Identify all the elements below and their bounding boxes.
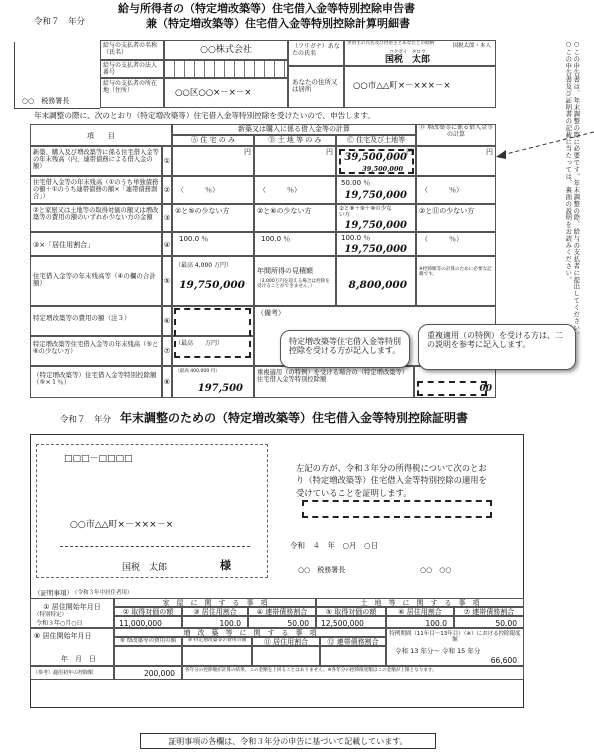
r2-c-field[interactable] [336, 176, 416, 204]
r8-dup-label: 重複適用（の特例）を受ける場合の（特定増改築等）住宅借入金等特別控除額 [254, 366, 414, 398]
payer-name-value: ○○株式会社 [200, 45, 252, 55]
period-text: 令和 13 年分～ 令和 15 年分 [395, 647, 481, 655]
ref-value: 200,000 [143, 669, 175, 678]
r3-b-text: ②と⑥の少ない方 [257, 207, 312, 215]
payer-addr-value: ○○区○○×－×－× [175, 88, 252, 98]
addressee-rule [60, 546, 250, 547]
cert-address: ○○市△△町×－×××－× [70, 520, 174, 530]
r2-d-field[interactable] [416, 176, 496, 204]
r5-total-field[interactable] [172, 256, 254, 306]
movein-head: ① 居住開始年月日 [30, 598, 114, 628]
row6-num: ⑥ [162, 306, 172, 336]
r1-c-sub-value: 39,500,000 [362, 165, 403, 173]
r8-field[interactable] [172, 366, 254, 398]
r2-b-field[interactable] [254, 176, 336, 204]
h-col-3: ④ 連帯債務割合 [248, 607, 316, 616]
intro-text: 年末調整の際に、次のとおり（特定増改築等）住宅借入金等特別控除を受けたいので、申告します。 [34, 111, 375, 120]
side-note-1: ○この申告書及び証明書の記載に当たっては、裏面の説明をお読みください。 [564, 40, 573, 284]
tooltip-tokutei: 特定増改築等住宅借入金等特別控除を受ける方が記入します。 [280, 330, 410, 368]
corner-rule-h [14, 108, 100, 109]
r4-a-pct: 100.0 ％ [179, 235, 209, 243]
payer-corp-label: 給与の支払者の法人番号 [100, 60, 164, 78]
r2-c-value: 19,750,000 [344, 190, 407, 201]
date-placeholder: 年 月 日 [61, 655, 96, 663]
relation-value: 国税太郎・本人 [452, 43, 491, 49]
pct-placeholder: （ ％） [421, 235, 463, 243]
renov-col-1: ⑨ 増改築等の費用の額 [114, 637, 182, 646]
side-note-2: ○この申告書は、年末調整の際に必要です。年末調整の際、給与の支払者に提出してください。 [572, 40, 581, 339]
dup-value: 00 [479, 384, 492, 394]
r8-value: 197,500 [197, 383, 243, 394]
h-val-3: 50.00 [248, 616, 316, 628]
biko-label: （備考） [257, 309, 285, 317]
income-value: 8,800,000 [348, 279, 407, 291]
renov-col-2: ⑩ 特定増改築等の費用の額 [182, 637, 252, 646]
l-val-1: 12,500,000 [316, 616, 386, 628]
house-group-head: 家 屋 に 関 す る 事 項 [114, 598, 316, 607]
tax-office-label: ○○ 税務署長 [22, 97, 70, 105]
r1-c-field[interactable] [336, 146, 416, 176]
pointer-arrow [484, 130, 594, 160]
row2-label: 住宅借入金等の年末残高（①のうち単独債務の額＋①のうち連帯債務の額×「連帯債務割合」） [30, 176, 162, 204]
renov-col-3: ⑪ 居住用割合 [252, 637, 320, 646]
cert-date: 令和 ４ 年 ○月 ○日 [290, 541, 379, 550]
r1-a-field[interactable] [172, 146, 254, 176]
row8-label: （特定増改築等）住宅借入金等特別控除額（⑤×１％） [30, 366, 162, 398]
statement-highlight [302, 500, 492, 518]
row6-label: 特定増改築等の費用の額（注３） [30, 306, 162, 336]
row4-label: ③×「居住用割合」 [30, 232, 162, 256]
yen-mark: 円 [244, 148, 251, 156]
col-c-header: Ⓒ 住宅及び土地等 [336, 135, 416, 146]
form-title-line2: 兼（特定増改築等）住宅借入金等特別控除計算明細書 [146, 17, 410, 30]
r5-income-label [254, 256, 336, 306]
payer-addr-field[interactable] [164, 78, 288, 108]
row3-num: ③ [162, 204, 172, 232]
proof-label: （証明事項） [34, 589, 73, 597]
row1-label: 新築、購入及び増改築等に係る住宅借入金等の年末残高（内、連帯債務による借入金の額） [30, 146, 162, 176]
row1-num: ① [162, 146, 172, 176]
r4-c-value: 19,750,000 [344, 244, 407, 255]
furigana-value: コクゼイ タロウ [389, 50, 426, 55]
r4-c-pct: 100.0 ％ [341, 234, 371, 242]
renov-val-4 [320, 646, 386, 666]
l-col-3: ⑦ 連帯債務割合 [454, 607, 524, 616]
r5-d-note: ※控除額等の計算のために必要な記載です。 [416, 256, 496, 306]
r2-c-pct: 50.00 ％ [341, 179, 371, 187]
yen-mark: 円 [486, 148, 493, 156]
name-field[interactable] [344, 40, 496, 66]
income-note: （3,000万円を超える場合は控除を受けることができません。） [257, 279, 330, 290]
movein-head-2: ⑧ 居住開始年月日 年 月 日 [30, 628, 114, 666]
r3-b-field[interactable] [254, 204, 336, 232]
r7-max: （最高 万円） [175, 340, 224, 347]
postcode: □□□－□□□□ [64, 454, 133, 464]
row5-label: 住宅借入金等の年末残高等（④の欄の合計額） [30, 256, 162, 306]
ref-label: （参考）適用初年の控除額 [30, 666, 114, 680]
cert-office: ○○ 税務署長 [298, 566, 346, 574]
movein-date: 令和３年○月○日 [36, 620, 83, 627]
payer-name-field[interactable] [164, 40, 288, 60]
cert-title: 年末調整のための（特定増改築等）住宅借入金等特別控除証明書 [120, 411, 469, 425]
renov-val-2 [182, 646, 252, 666]
cert-year-label: 令和７ 年分 [60, 415, 112, 425]
yen-mark: 円 [406, 148, 413, 156]
payer-corp-number-field[interactable] [164, 60, 288, 78]
l-col-2: ⑥ 居住用割合 [386, 607, 454, 616]
r5-max-label: （最高 4,000 万円） [175, 262, 232, 269]
r4-c-field[interactable] [336, 232, 416, 256]
payer-addr-label: 給与の支払者の所在地（住所） [100, 78, 164, 108]
r6-r7-highlight [174, 308, 251, 358]
pct-placeholder: （ ％） [421, 186, 463, 194]
form-title-line1: 給与所得者の（特定増改築等）住宅借入金等特別控除申告書 [118, 2, 415, 15]
corner-rule [14, 42, 15, 108]
payer-name-label: 給与の支払者の名称（氏名） [100, 40, 164, 60]
furigana-label: （フリガナ）あなたの氏名 [288, 40, 344, 66]
r4-d-field[interactable] [416, 232, 496, 256]
l-col-1: ⑤ 取得対価の額 [316, 607, 386, 616]
renov-val-1 [114, 646, 182, 666]
address-field[interactable] [344, 66, 496, 108]
tooltip-chofuku: 重複適用（の特例）を受ける方は、二の説明を参考に記入します。 [418, 324, 576, 370]
col-b-header: Ⓑ 土 地 等 の み [254, 135, 336, 146]
name-value: 国税 太郎 [385, 55, 431, 65]
cert-seal: ○○ ○○ [420, 566, 452, 574]
pct-placeholder: （ ％） [259, 186, 301, 194]
group-header: 新築又は購入に係る借入金等の計算 [172, 124, 416, 135]
h-col-1: ② 取得対価の額 [114, 607, 182, 616]
period-box [386, 628, 524, 666]
r1-b-field[interactable] [254, 146, 336, 176]
r8-max: （最高 400,000 円） [175, 369, 220, 374]
r3-a-field[interactable] [172, 204, 254, 232]
r3-c-field[interactable] [336, 204, 416, 232]
l-val-3: 50.00 [454, 616, 524, 628]
item-header: 項 目 [30, 124, 172, 146]
r3-d-field[interactable] [416, 204, 496, 232]
special-note: （特別特定） [34, 612, 68, 618]
period-value: 66,600 [490, 656, 517, 665]
renov-group-head: 増 改 築 等 に 関 す る 事 項 [114, 628, 386, 637]
cert-name: 国税 太郎 [122, 563, 168, 573]
r4-a-field[interactable] [172, 232, 254, 256]
r3-c-value: 19,750,000 [344, 220, 407, 231]
row4-num: ④ [162, 232, 172, 256]
land-group-head: 土 地 等 に 関 す る 事 項 [316, 598, 524, 607]
relation-note: 世帯主の氏名及び世帯主とあなたとの続柄 [347, 41, 435, 46]
r8-dup-field[interactable] [414, 366, 496, 398]
yen-mark: 円 [326, 148, 333, 156]
footer-note: 証明事項の各欄は、令和３年分の申告に基づいて記載しています。 [140, 733, 436, 749]
year-label: 令和７ 年分 [34, 17, 86, 27]
col-a-header: Ⓐ 住 宅 の み [172, 135, 254, 146]
dup-highlight [417, 381, 487, 396]
ref-note: 各年分の控除額が計算の結果、この金額を上回ることはありません。※各年分の控除限度額はこの金額が上限となります。 [182, 666, 524, 680]
row7-num: ⑦ [162, 336, 172, 366]
address-label: あなたの住所又は居所 [288, 66, 344, 108]
renov-val-3 [252, 646, 320, 666]
h-val-2: 100.0 [182, 616, 248, 628]
row5-num: ⑤ [162, 256, 172, 306]
r3-a-text: ②と⑤の少ない方 [175, 207, 230, 215]
r5-income-field[interactable] [336, 256, 416, 306]
ref-value-cell [114, 666, 182, 680]
renov-col-4: ⑫ 連帯債務割合 [320, 637, 386, 646]
r3-c-text: ②と⑧＋⑨＋⑩の少ない方 [339, 206, 392, 219]
income-label: 年間所得の見積額 [257, 267, 313, 275]
l-val-2: 100.0 [386, 616, 454, 628]
r3-d-text: ②と⑪の少ない方 [419, 207, 475, 215]
cert-sama: 様 [220, 559, 231, 572]
r4-b-field[interactable] [254, 232, 336, 256]
row8-num: ⑧ [162, 366, 172, 398]
r5-total-value: 19,750,000 [179, 279, 245, 291]
r2-a-field[interactable] [172, 176, 254, 204]
col-d-header: Ⓓ 増改築等に係る借入金等の計算 [416, 124, 496, 146]
r4-b-pct: 100.0 ％ [261, 235, 291, 243]
cert-statement: 左記の方が、令和３年分の所得税について次のとおり（特定増改築等）住宅借入金等特別控除の適用を受けていることを証明します。 [296, 463, 487, 498]
h-col-2: ③ 居住用割合 [182, 607, 248, 616]
address-value: ○○市△△町×－×××－× [353, 81, 451, 91]
pct-placeholder: （ ％） [177, 186, 219, 194]
r1-c-value: 39,500,000 [344, 152, 407, 163]
h-val-1: 11,000,000 [114, 616, 182, 628]
period-label: 特例期間（11年目～13年目）（※）における控除限度額 [389, 631, 521, 644]
row7-label: 特定増改築等住宅借入金等の年末残高（⑤と⑥の少ない方） [30, 336, 162, 366]
row2-num: ② [162, 176, 172, 204]
row3-label: ②と家屋又は土地等の取得対価の額又は増改築等の費用の額のいずれか少ない方の金額 [30, 204, 162, 232]
proof-sub: （令和３年中居住者用） [72, 590, 133, 596]
